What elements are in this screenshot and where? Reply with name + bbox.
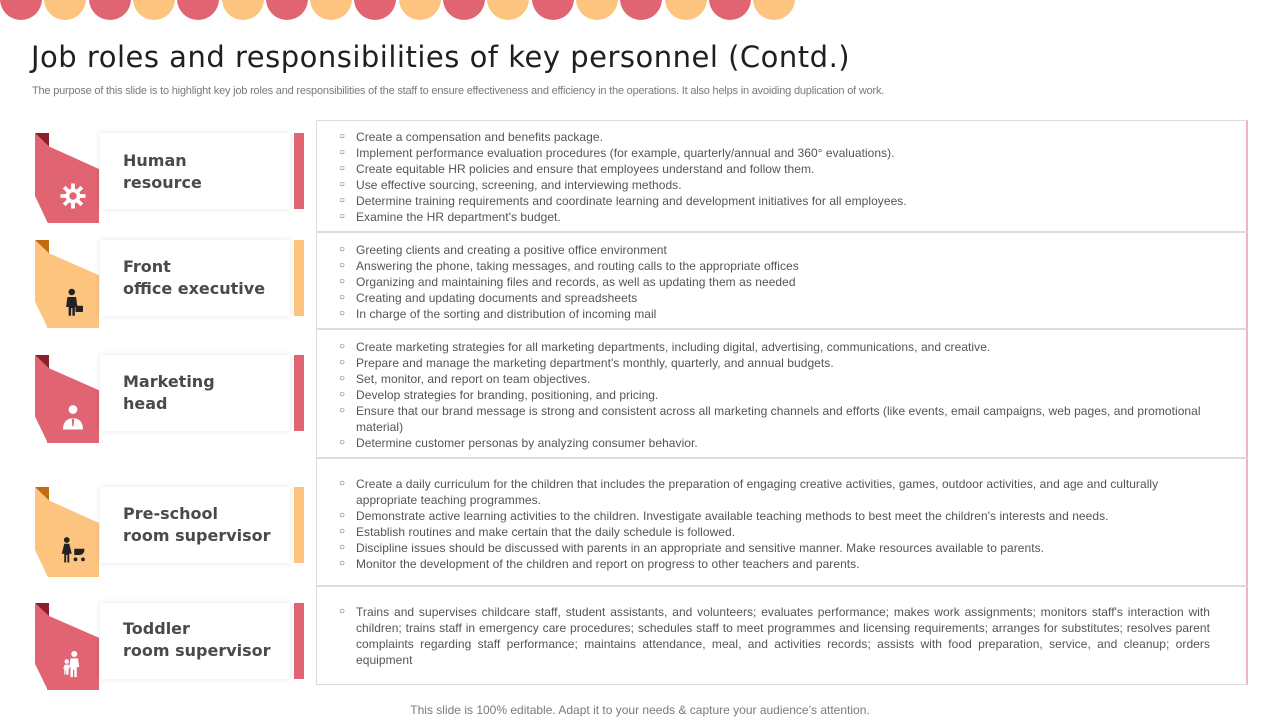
responsibilities-box xyxy=(316,586,1248,685)
scallop-circle xyxy=(665,0,707,20)
role-name-line2: room supervisor xyxy=(123,526,271,545)
accent-bar xyxy=(294,240,304,316)
list-item: ○ Develop strategies for branding, positioning, and pricing. xyxy=(339,387,1210,403)
manager-icon xyxy=(58,402,88,432)
list-item: ○ Monitor the development of the children and report on progress to other teachers and parents. xyxy=(339,556,1210,572)
list-item: ○ Create a daily curriculum for the children that includes the preparation of engaging creative activities, games, outdoor activities, and age and culturally appropriate teaching programmes. xyxy=(339,476,1210,508)
list-item: ○ Determine training requirements and coordinate learning and development initiatives for all employees. xyxy=(339,193,1210,209)
role-name-line2: office executive xyxy=(123,279,266,298)
scallop-circle xyxy=(310,0,352,20)
icon-box xyxy=(47,170,99,222)
scallop-circle xyxy=(443,0,485,20)
role-name-line1: Marketing xyxy=(123,372,215,391)
list-item: ○ Use effective sourcing, screening, and interviewing methods. xyxy=(339,177,1210,193)
icon-box xyxy=(47,638,99,690)
scallop-circle xyxy=(177,0,219,20)
gear-icon xyxy=(58,181,88,211)
list-item: ○ Examine the HR department's budget. xyxy=(339,209,1210,225)
role-name xyxy=(123,371,215,415)
role-name xyxy=(123,150,202,194)
role-name-line1: Pre-school xyxy=(123,504,218,523)
scallop-circle xyxy=(133,0,175,20)
page-title: Job roles and responsibilities of key personnel (Contd.) xyxy=(31,40,851,74)
accent-bar xyxy=(294,603,304,679)
businessman-icon xyxy=(58,287,88,317)
scallop-circle xyxy=(709,0,751,20)
list-item: ○ Trains and supervises childcare staff, student assistants, and volunteers; evaluates performance; makes work assignments; monitors staff's interaction with children; trains staff in emergency care procedures; schedules staff to meet programmes and licensing requirements; arranges for substitutes; resolves parent complaints regarding staff performance; maintains attendance, meal, and activities records; assists with food preparation, service, and cleanup; orders equipment xyxy=(339,604,1210,668)
scallop-circle xyxy=(44,0,86,20)
responsibilities-list xyxy=(339,476,1210,572)
role-name-line1: Toddler xyxy=(123,619,190,638)
icon-box xyxy=(47,276,99,328)
scallop-border xyxy=(0,0,820,22)
list-item: ○ Determine customer personas by analyzing consumer behavior. xyxy=(339,435,1210,451)
list-item: ○ Greeting clients and creating a positive office environment xyxy=(339,242,1210,258)
responsibilities-box xyxy=(316,458,1248,586)
list-item: ○ Demonstrate active learning activities to the children. Investigate available teaching methods to best meet the children's interests and needs. xyxy=(339,508,1210,524)
scallop-circle xyxy=(354,0,396,20)
list-item: ○ Create equitable HR policies and ensure that employees understand and follow them. xyxy=(339,161,1210,177)
parent-child-icon xyxy=(58,649,88,679)
role-name xyxy=(123,618,271,662)
page-subtitle: The purpose of this slide is to highlight key job roles and responsibilities of the staff to ensure effectiveness and efficiency in the operations. It also helps in avoiding duplication of work. xyxy=(32,85,885,97)
accent-bar xyxy=(294,487,304,563)
icon-box xyxy=(47,391,99,443)
accent-bar xyxy=(294,355,304,431)
icon-box xyxy=(47,524,99,576)
responsibilities-box xyxy=(316,120,1248,232)
responsibilities-list xyxy=(339,604,1210,668)
responsibilities-list xyxy=(339,339,1210,451)
role-name-line2: room supervisor xyxy=(123,641,271,660)
role-name-line1: Front xyxy=(123,257,171,276)
accent-bar xyxy=(294,133,304,209)
scallop-circle xyxy=(89,0,131,20)
list-item: ○ Create marketing strategies for all marketing departments, including digital, advertising, communications, and creative. xyxy=(339,339,1210,355)
list-item: ○ Discipline issues should be discussed with parents in an appropriate and sensitive manner. Make resources available to parents. xyxy=(339,540,1210,556)
role-name xyxy=(123,256,265,300)
role-name xyxy=(123,503,271,547)
list-item: ○ Create a compensation and benefits package. xyxy=(339,129,1210,145)
list-item: ○ In charge of the sorting and distribution of incoming mail xyxy=(339,306,1210,322)
mother-stroller-icon xyxy=(58,535,88,565)
list-item: ○ Establish routines and make certain that the daily schedule is followed. xyxy=(339,524,1210,540)
scallop-circle xyxy=(753,0,795,20)
scallop-circle xyxy=(532,0,574,20)
responsibilities-list xyxy=(339,242,1210,322)
scallop-circle xyxy=(620,0,662,20)
role-name-line1: Human xyxy=(123,151,187,170)
footer-note: This slide is 100% editable. Adapt it to your needs & capture your audience’s attention. xyxy=(410,703,870,717)
scallop-circle xyxy=(399,0,441,20)
list-item: ○ Organizing and maintaining files and records, as well as updating them as needed xyxy=(339,274,1210,290)
scallop-circle xyxy=(487,0,529,20)
scallop-circle xyxy=(266,0,308,20)
list-item: ○ Set, monitor, and report on team objectives. xyxy=(339,371,1210,387)
scallop-circle xyxy=(0,0,42,20)
responsibilities-box xyxy=(316,232,1248,329)
list-item: ○ Ensure that our brand message is strong and consistent across all marketing channels and efforts (like events, email campaigns, web pages, and promotional material) xyxy=(339,403,1210,435)
role-name-line2: head xyxy=(123,394,168,413)
list-item: ○ Prepare and manage the marketing department's monthly, quarterly, and annual budgets. xyxy=(339,355,1210,371)
scallop-circle xyxy=(222,0,264,20)
list-item: ○ Creating and updating documents and spreadsheets xyxy=(339,290,1210,306)
role-name-line2: resource xyxy=(123,173,202,192)
list-item: ○ Answering the phone, taking messages, and routing calls to the appropriate offices xyxy=(339,258,1210,274)
list-item: ○ Implement performance evaluation procedures (for example, quarterly/annual and 360° evaluations). xyxy=(339,145,1210,161)
responsibilities-box xyxy=(316,329,1248,458)
responsibilities-list xyxy=(339,129,1210,225)
scallop-circle xyxy=(576,0,618,20)
